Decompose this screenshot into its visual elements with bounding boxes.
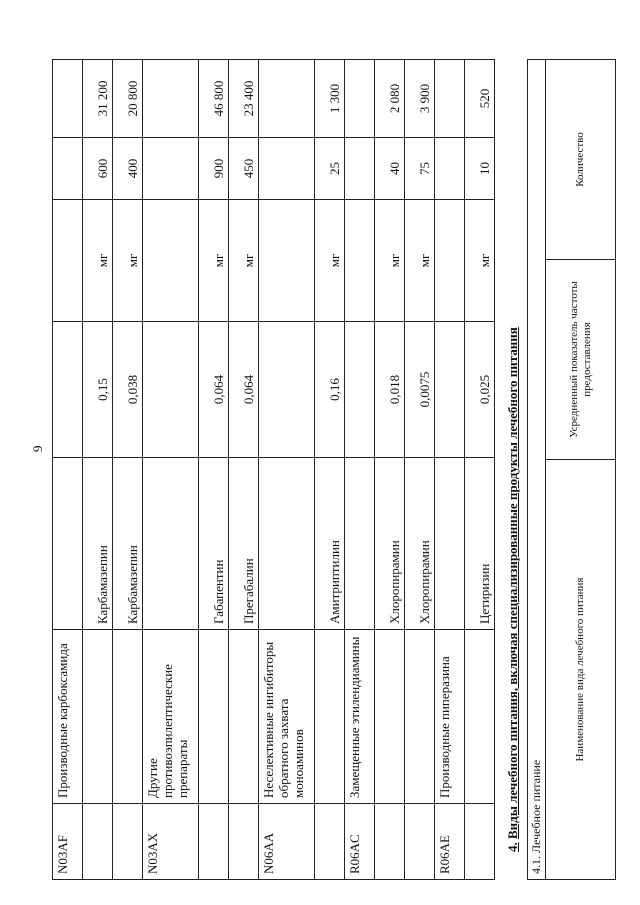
atc-code-cell <box>405 804 435 880</box>
total-cell <box>53 60 83 138</box>
drug-table <box>52 59 495 880</box>
total-cell: 3 900 <box>405 60 435 138</box>
drug-name-cell: Прегабалин <box>229 458 259 630</box>
ekd-cell: 900 <box>199 138 229 200</box>
total-cell <box>259 60 315 138</box>
subsection-label: 4.1. Лечебное питание <box>528 59 546 879</box>
group-name-cell <box>465 630 495 804</box>
rotated-page-content <box>52 60 593 880</box>
atc-code-cell <box>229 804 259 880</box>
header-quantity: Количество <box>546 59 616 259</box>
unit-cell: мг <box>83 200 113 322</box>
atc-code-cell: R06AE <box>435 804 465 880</box>
group-name-cell <box>113 630 143 804</box>
ekd-cell: 75 <box>405 138 435 200</box>
unit-cell <box>143 200 199 322</box>
table-row <box>465 60 495 880</box>
unit-cell: мг <box>465 200 495 322</box>
ddd-cell: 0,15 <box>83 322 113 458</box>
section-number: 4. <box>505 842 520 852</box>
drug-name-cell: Габапентин <box>199 458 229 630</box>
total-cell: 20 800 <box>113 60 143 138</box>
page-number: 9 <box>30 445 45 452</box>
drug-name-cell <box>259 458 315 630</box>
total-cell: 1 300 <box>315 60 345 138</box>
drug-name-cell <box>345 458 375 630</box>
ekd-cell <box>435 138 465 200</box>
ddd-cell <box>259 322 315 458</box>
ekd-cell: 25 <box>315 138 345 200</box>
group-name-cell: Производные пиперазина <box>435 630 465 804</box>
group-name-cell: Другие противоэпилептические препараты <box>143 630 199 804</box>
ddd-cell: 0,16 <box>315 322 345 458</box>
ekd-cell: 400 <box>113 138 143 200</box>
ddd-cell <box>345 322 375 458</box>
unit-cell: мг <box>229 200 259 322</box>
header-name: Наименование вида лечебного питания <box>546 460 616 880</box>
ddd-cell: 0,025 <box>465 322 495 458</box>
total-cell: 23 400 <box>229 60 259 138</box>
table-row <box>315 60 345 880</box>
ddd-cell: 0,0075 <box>405 322 435 458</box>
atc-code-cell: N03AF <box>53 804 83 880</box>
atc-code-cell: R06AC <box>345 804 375 880</box>
atc-code-cell <box>315 804 345 880</box>
ddd-cell <box>143 322 199 458</box>
section-heading <box>505 60 521 880</box>
table-row <box>229 60 259 880</box>
ddd-cell <box>435 322 465 458</box>
ddd-cell: 0,064 <box>199 322 229 458</box>
ekd-cell <box>259 138 315 200</box>
table-row <box>143 60 199 880</box>
ekd-cell <box>143 138 199 200</box>
total-cell <box>435 60 465 138</box>
group-name-cell: Производные карбоксамида <box>53 630 83 804</box>
atc-code-cell: N03AX <box>143 804 199 880</box>
table-row <box>199 60 229 880</box>
ekd-cell <box>53 138 83 200</box>
ddd-cell <box>53 322 83 458</box>
ddd-cell: 0,018 <box>375 322 405 458</box>
table-row <box>435 60 465 880</box>
unit-cell <box>53 200 83 322</box>
drug-name-cell <box>53 458 83 630</box>
group-name-cell: Неселективные ингибиторы обратного захвата моноаминов <box>259 630 315 804</box>
ekd-cell: 450 <box>229 138 259 200</box>
group-name-cell <box>315 630 345 804</box>
atc-code-cell: N06AA <box>259 804 315 880</box>
atc-code-cell <box>199 804 229 880</box>
table-row <box>375 60 405 880</box>
unit-cell <box>259 200 315 322</box>
unit-cell: мг <box>113 200 143 322</box>
unit-cell: мг <box>375 200 405 322</box>
unit-cell <box>345 200 375 322</box>
ddd-cell: 0,064 <box>229 322 259 458</box>
total-cell <box>345 60 375 138</box>
ekd-cell: 40 <box>375 138 405 200</box>
group-name-cell <box>229 630 259 804</box>
table-row <box>345 60 375 880</box>
group-name-cell <box>405 630 435 804</box>
unit-cell: мг <box>199 200 229 322</box>
total-cell: 520 <box>465 60 495 138</box>
section-title-text: Виды лечебного питания, включая специализированные продукты лечебного питания <box>505 327 520 839</box>
ekd-cell <box>345 138 375 200</box>
group-name-cell <box>375 630 405 804</box>
group-name-cell <box>83 630 113 804</box>
unit-cell: мг <box>405 200 435 322</box>
drug-name-cell: Карбамазепин <box>113 458 143 630</box>
drug-name-cell <box>435 458 465 630</box>
atc-code-cell <box>375 804 405 880</box>
ekd-cell: 600 <box>83 138 113 200</box>
atc-code-cell <box>113 804 143 880</box>
group-name-cell: Замещенные этилендиамины <box>345 630 375 804</box>
table-row <box>405 60 435 880</box>
drug-name-cell: Хлоропирамин <box>405 458 435 630</box>
atc-code-cell <box>83 804 113 880</box>
drug-name-cell: Хлоропирамин <box>375 458 405 630</box>
food-table <box>527 59 616 880</box>
atc-code-cell <box>465 804 495 880</box>
table-row <box>53 60 83 880</box>
ddd-cell: 0,038 <box>113 322 143 458</box>
total-cell: 46 800 <box>199 60 229 138</box>
drug-name-cell <box>143 458 199 630</box>
total-cell: 2 080 <box>375 60 405 138</box>
unit-cell: мг <box>315 200 345 322</box>
ekd-cell: 10 <box>465 138 495 200</box>
table-row <box>259 60 315 880</box>
unit-cell <box>435 200 465 322</box>
table-row <box>113 60 143 880</box>
drug-name-cell: Цетиризин <box>465 458 495 630</box>
group-name-cell <box>199 630 229 804</box>
total-cell <box>143 60 199 138</box>
drug-name-cell: Карбамазепин <box>83 458 113 630</box>
total-cell: 31 200 <box>83 60 113 138</box>
table-row <box>83 60 113 880</box>
drug-name-cell: Амитриптилин <box>315 458 345 630</box>
header-frequency: Усредненный показатель частоты предоставления <box>546 260 616 460</box>
